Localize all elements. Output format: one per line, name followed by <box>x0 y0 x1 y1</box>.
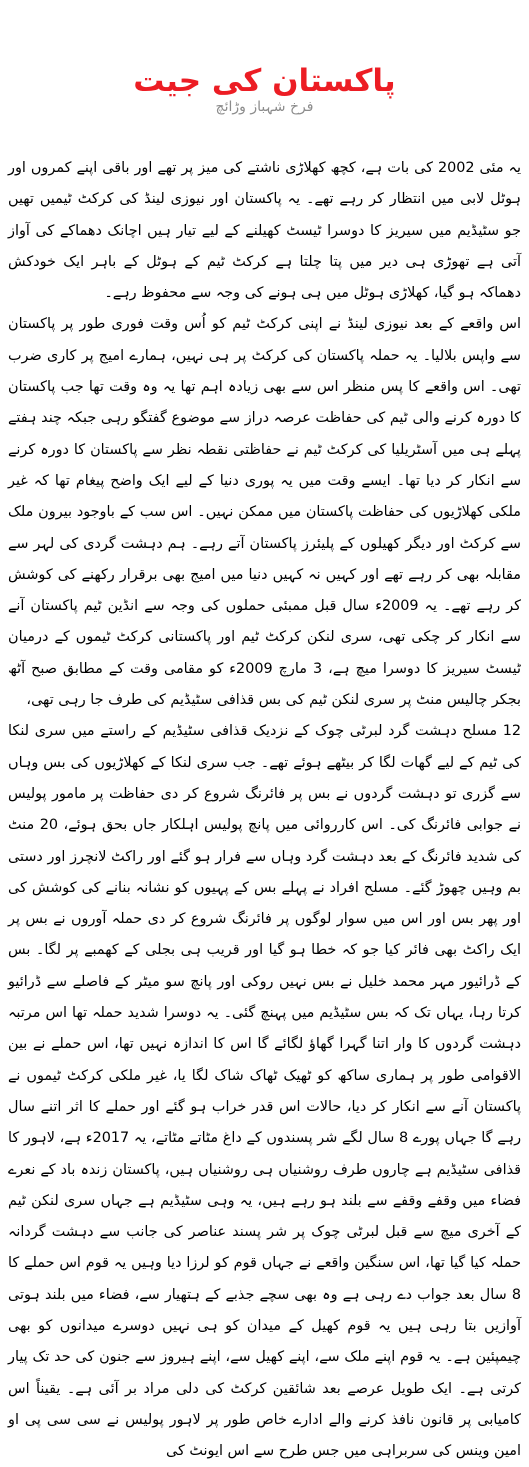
article-paragraph: 12 مسلح دہشت گرد لبرٹی چوک کے نزدیک قذافی سٹیڈیم کے راستے میں سری لنکا کی ٹیم کے لیے گھات لگا کر بیٹھے ہوئے تھے۔ جب سری لنکا کے کھلاڑیوں کی بس وہاں سے گزری تو دہشت گردوں نے بس پر فائرنگ شروع کر دی حفاظت پر مامور پولیس نے جوابی فائرنگ کی۔ اس کارروائی میں پانچ پولیس اہلکار جاں بحق ہوئے، 20 منٹ کی شدید فائرنگ کے بعد دہشت گرد وہاں سے فرار ہو گئے اور راکٹ لانچرز اور دستی بم وہیں چھوڑ گئے۔ مسلح افراد نے پہلے بس کے پہیوں کو نشانہ بنانے کی کوشش کی اور پھر بس اور اس میں سوار لوگوں پر فائرنگ شروع کر دی حملہ آوروں نے بس پر ایک راکٹ بھی فائر کیا جو کہ خطا ہو گیا اور قریب ہی بجلی کے کھمبے پر لگا۔ بس کے ڈرائیور مہر محمد خلیل نے بس نہیں روکی اور پانچ سو میٹر کے فاصلے سے ڈرائیو کرتا رہا، یہاں تک کہ بس سٹیڈیم میں پہنچ گئی۔ یہ دوسرا شدید حملہ تھا اس مرتبہ دہشت گردوں کا وار اتنا گہرا گھاؤ لگائے گا اس کا اندازہ نہیں تھا، اس حملے نے بین الاقوامی طور پر ہماری ساکھ کو ٹھیک ٹھاک شاک لگا یا، غیر ملکی کرکٹ ٹیموں نے پاکستان آنے سے انکار کر دیا، حالات اس قدر خراب ہو گئے اور حملے کا اثر اتنے سال رہے گا جہاں پورے 8 سال لگے شر پسندوں کے داغ مٹاتے مٹاتے، یہ 2017ء ہے، لاہور کا قذافی سٹیڈیم ہے چاروں طرف روشنیاں ہی روشنیاں ہیں، پاکستان زندہ باد کے نعرے فضاء میں وقفے وقفے سے بلند ہو رہے ہیں، یہ وہی سٹیڈیم ہے جہاں سری لنکن ٹیم کے آخری میچ سے قبل لبرٹی چوک پر شر پسند عناصر کی جانب سے دہشت گردانہ حملہ کیا گیا تھا، اس سنگین واقعے نے جہاں قوم کو لرزا دیا وہیں یہ قوم اس حملے کا 8 سال بعد جواب دے رہی ہے وہ بھی سچے جذبے کے ہتھیار سے، فضاء میں بلند ہوتی آوازیں بتا رہی ہیں یہ قوم کھیل کے میدان کو ہی نہیں دوسرے میدانوں کو بھی چیمپئین ہے۔ یہ قوم اپنے ملک سے، اپنے کھیل سے، اپنے ہیروز سے جنون کی حد تک پیار کرتی ہے۔ ایک طویل عرصے بعد شائقین کرکٹ کی دلی مراد بر آئی ہے۔ یقیناً اس کامیابی پر قانون نافذ کرنے والے ادارے خاص طور پر لاہور پولیس نے سی سی پی او امین وینس کی سربراہی میں جس طرح سے اس ایونٹ کی <box>8 723 522 1460</box>
article-paragraph: یہ مئی 2002 کی بات ہے، کچھ کھلاڑی ناشتے کی میز پر تھے اور باقی اپنے کمروں اور ہوٹل لابی میں انتظار کر رہے تھے۔ یہ پاکستان اور نیوزی لینڈ کی کرکٹ ٹیمیں تھیں جو سٹیڈیم میں سیریز کا دوسرا ٹیسٹ کھیلنے کے لیے تیار ہیں اچانک دھماکے کی آواز آتی ہے تھوڑی ہی دیر میں پتا چلتا ہے کرکٹ ٹیم کے ہوٹل کے باہر ایک خودکش دھماکہ ہو گیا، کھلاڑی ہوٹل میں ہی ہونے کی وجہ سے محفوظ رہے۔ <box>8 160 521 302</box>
article-body <box>8 153 521 1467</box>
article-paragraph: اس واقعے کے بعد نیوزی لینڈ نے اپنی کرکٹ ٹیم کو اُس وقت فوری طور پر پاکستان سے واپس بلالیا۔ یہ حملہ پاکستان کی کرکٹ پر ہی نہیں، ہمارے امیج پر کاری ضرب تھی۔ اس واقعے کا پس منظر اس سے بھی زیادہ اہم تھا یہ وہ وقت تھا جب پاکستان کا دورہ کرنے والی ٹیم کی حفاظت عرصہ دراز سے موضوع گفتگو رہی جبکہ چند ہفتے پہلے ہی میں آسٹریلیا کی کرکٹ ٹیم نے حفاظتی نقطہ نظر سے پاکستان کا دورہ کرنے سے انکار کر دیا تھا۔ ایسے وقت میں یہ پوری دنیا کے لیے ایک واضح پیغام تھا کہ غیر ملکی کھلاڑیوں کی حفاظت پاکستان میں ممکن نہیں۔ اس سب کے باوجود بیرون ملک سے کرکٹ اور دیگر کھیلوں کے پلیئرز پاکستان آتے رہے۔ ہم دہشت گردی کی لہر سے مقابلہ بھی کر رہے تھے اور کہیں نہ کہیں دنیا میں امیج بھی برقرار رکھنے کی کوشش کر رہے تھے۔ یہ 2009ء سال قبل ممبئی حملوں کی وجہ سے انڈین ٹیم پاکستان آنے سے انکار کر چکی تھی، سری لنکن کرکٹ ٹیم اور پاکستانی کرکٹ ٹیموں کے درمیان ٹیسٹ سیریز کا دوسرا میچ ہے، 3 مارچ 2009ء کو مقامی وقت کے مطابق صبح آٹھ بجکر چالیس منٹ پر سری لنکن ٹیم کی بس قذافی سٹیڈیم کی طرف جا رہی تھی، <box>8 316 522 709</box>
article-title: پاکستان کی جیت <box>133 62 396 99</box>
article-byline: فرخ شہباز وڑائچ <box>215 99 314 115</box>
